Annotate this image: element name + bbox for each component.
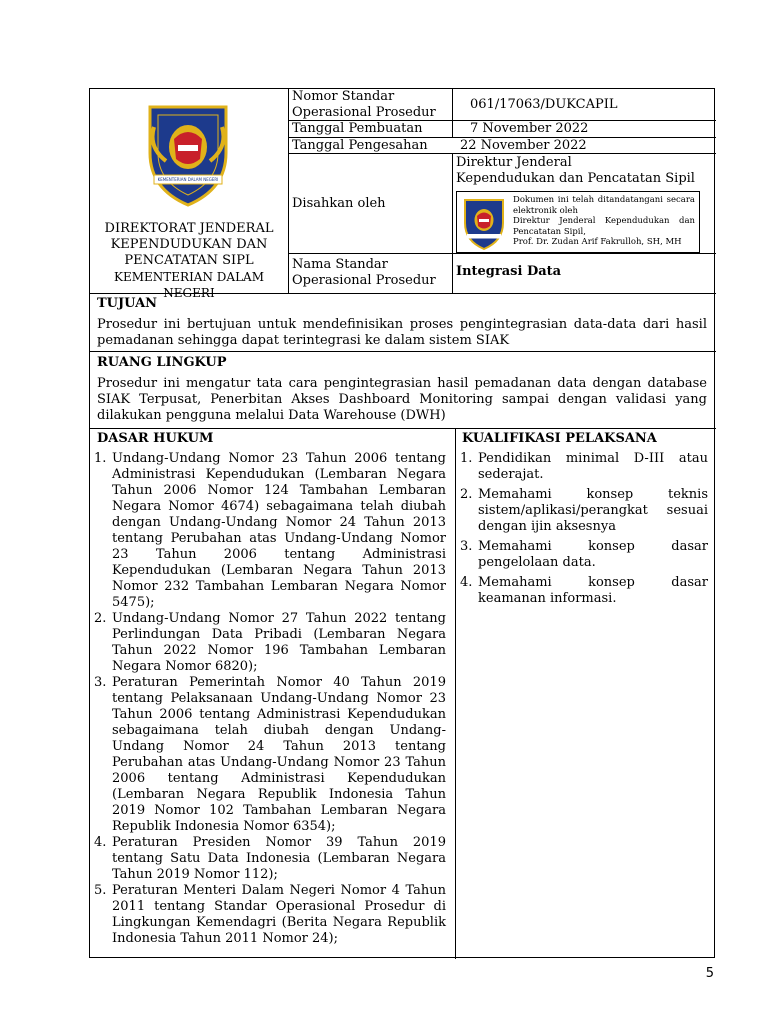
list-item: 4. Peraturan Presiden Nomor 39 Tahun 2019 tentang Satu Data Indonesia (Lembaran Negara Tahun 2019 Nomor 112); <box>94 835 446 882</box>
list-item: 4. Memahami konsep dasar keamanan informasi. <box>460 575 708 606</box>
ministry-emblem <box>144 101 232 209</box>
dasar-hukum-heading: DASAR HUKUM <box>97 431 214 446</box>
agency-line-3: PENCATATAN SIPL <box>124 253 254 268</box>
disahkan-label: Disahkan oleh <box>292 196 386 211</box>
ruang-lingkup-body: Prosedur ini mengatur tata cara pengintegrasian hasil pemadanan data dengan database SIAK Terpusat, Penerbitan Akses Dashboard Monitoring sampai dengan validasi yang dilakukan pengguna melalui Data Warehouse (DWH) <box>97 376 707 423</box>
list-item: 2. Undang-Undang Nomor 27 Tahun 2022 tentang Perlindungan Data Pribadi (Lembaran Negara Tahun 2022 Nomor 196 Tambahan Lembaran Negara Nomor 6820); <box>94 611 446 674</box>
tujuan-heading: TUJUAN <box>97 296 158 311</box>
agency-line-2: KEPENDUDUKAN DAN <box>110 237 268 252</box>
list-item: 5. Peraturan Menteri Dalam Negeri Nomor 4 Tahun 2011 tentang Standar Operasional Prosedur di Lingkungan Kemendagri (Berita Negara Republik Indonesia Tahun 2011 Nomor 24); <box>94 883 446 946</box>
tanggal-pembuatan-label: Tanggal Pembuatan <box>292 121 423 136</box>
kualifikasi-heading: KUALIFIKASI PELAKSANA <box>462 431 657 446</box>
dasar-hukum-list <box>94 451 446 947</box>
list-item: 2. Memahami konsep teknis sistem/aplikasi/perangkat sesuai dengan ijin aksesnya <box>460 487 708 534</box>
ministry-name: KEMENTERIAN DALAM NEGERI <box>114 270 264 300</box>
tujuan-body: Prosedur ini bertujuan untuk mendefinisikan proses pengintegrasian data-data dari hasil pemadanan sehingga dapat terintegrasi ke dalam sistem SIAK <box>97 317 707 348</box>
nomor-sop-label: Nomor Standar Operasional Prosedur <box>292 89 436 120</box>
approver-title: Direktur Jenderal Kependudukan dan Pencatatan Sipil <box>456 155 695 186</box>
nomor-sop-value: 061/17063/DUKCAPIL <box>470 97 618 112</box>
ruang-lingkup-heading: RUANG LINGKUP <box>97 355 227 370</box>
nama-sop-label: Nama Standar Operasional Prosedur <box>292 257 436 288</box>
list-item: 3. Peraturan Pemerintah Nomor 40 Tahun 2019 tentang Pelaksanaan Undang-Undang Nomor 23 Tahun 2006 tentang Administrasi Kependudukan sebagaimana telah diubah dengan Undang-Undang Nomor 24 Tahun 2013 tentang Perubahan atas Undang-Undang Nomor 23 Tahun 2006 tentang Administrasi Kependudukan (Lembaran Negara Republik Indonesia Tahun 2019 Nomor 102 Tambahan Lembaran Negara Republik Indonesia Nomor 6354); <box>94 675 446 834</box>
agency-name <box>90 221 288 301</box>
page-number: 5 <box>705 966 714 981</box>
tanggal-pengesahan-label: Tanggal Pengesahan <box>292 138 428 153</box>
agency-line-1: DIREKTORAT JENDERAL <box>104 221 274 236</box>
tanggal-pembuatan-value: 7 November 2022 <box>470 121 589 136</box>
emblem-banner-text: KEMENTERIAN DALAM NEGERI <box>157 177 219 182</box>
nama-sop-value: Integrasi Data <box>456 264 562 279</box>
e-signature-text: Dokumen ini telah ditandatangani secara elektronik oleh Direktur Jenderal Kependudukan dan Pencatatan Sipil, Prof. Dr. Zudan Arif Fakrulloh, SH, MH <box>513 195 695 247</box>
list-item: 1. Pendidikan minimal D-III atau sederajat. <box>460 451 708 482</box>
sop-document <box>89 88 715 958</box>
mini-emblem <box>461 197 507 251</box>
kualifikasi-list <box>460 451 708 607</box>
tanggal-pengesahan-value: 22 November 2022 <box>460 138 587 153</box>
list-item: 1. Undang-Undang Nomor 23 Tahun 2006 tentang Administrasi Kependudukan (Lembaran Negara Tahun 2006 Nomor 124 Tambahan Lembaran Negara Nomor 4674) sebagaimana telah diubah dengan Undang-Undang Nomor 24 Tahun 2013 tentang Perubahan atas Undang-Undang Nomor 23 Tahun 2006 tentang Administrasi Kependudukan (Lembaran Negara Tahun 2013 Nomor 232 Tambahan Lembaran Negara Nomor 5475); <box>94 451 446 610</box>
list-item: 3. Memahami konsep dasar pengelolaan data. <box>460 539 708 570</box>
e-signature-stamp <box>456 191 700 253</box>
